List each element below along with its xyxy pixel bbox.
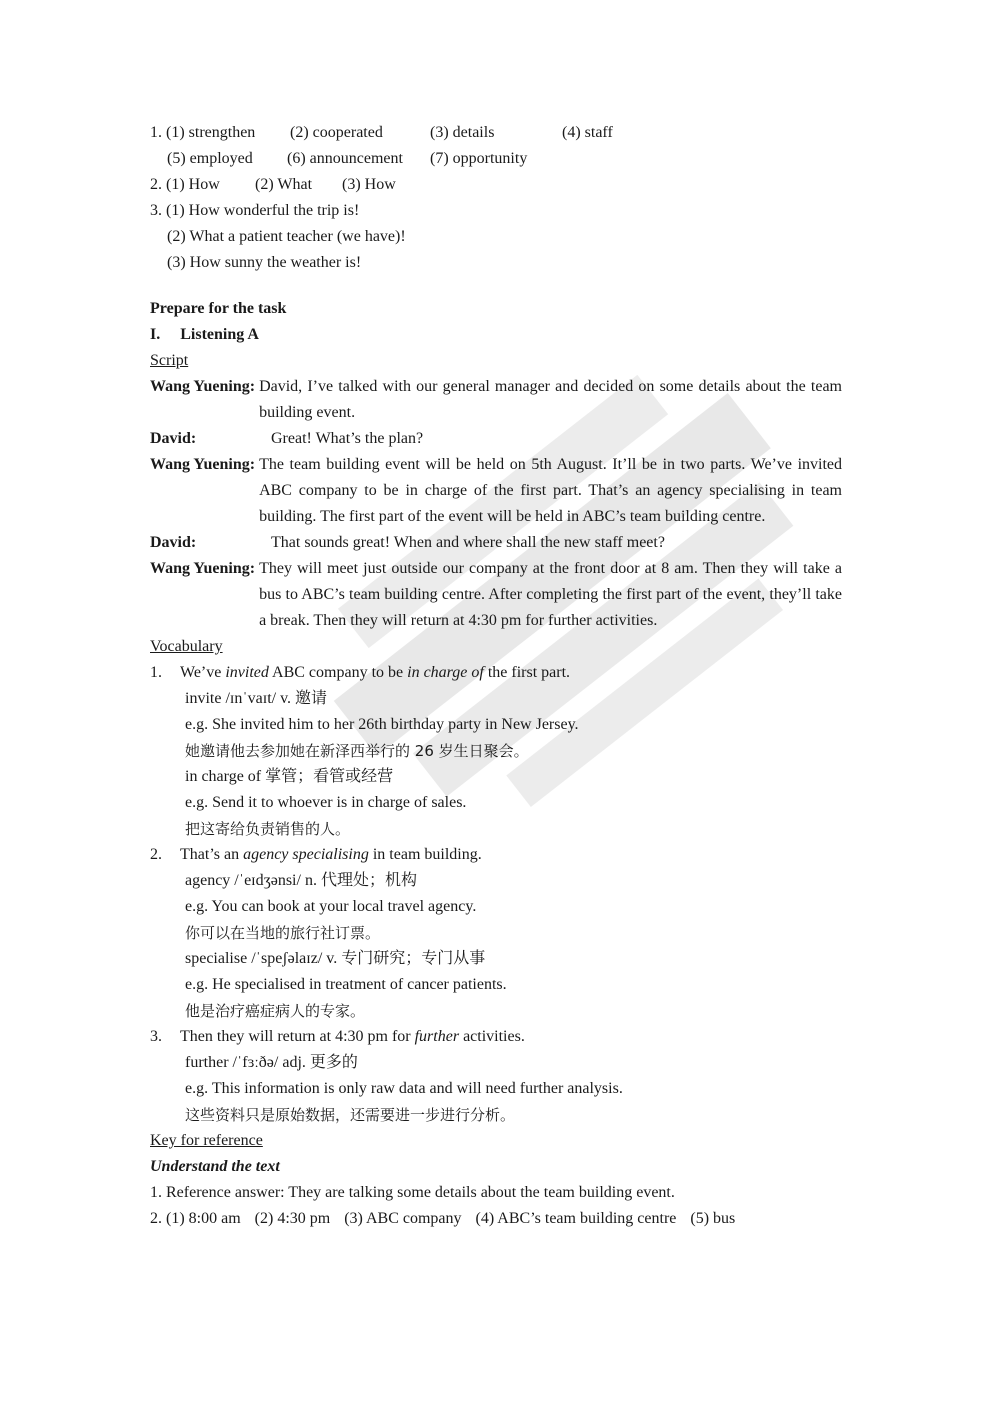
vocab-entry: invite /ɪnˈvaɪt/ v. 邀请 xyxy=(185,690,328,707)
vocab-sentence-1: 1. We’ve invited ABC company to be in charge of the first part. xyxy=(150,664,571,681)
answer-item: (4) staff xyxy=(562,124,613,141)
vocab-translation: 她邀请他去参加她在新泽西举行的 26 岁生日聚会。 xyxy=(185,742,529,760)
answer-item: (3) How xyxy=(342,176,396,193)
answer-item: (6) announcement xyxy=(287,150,403,167)
speaker-name: Wang Yuening: xyxy=(150,378,256,395)
vocab-entry: agency /ˈeɪdʒənsi/ n. 代理处；机构 xyxy=(185,872,417,889)
speech-text: The team building event will be held on 5th August. It’ll be in two parts. We’ve invited ABC company to be in charge of the first part. That’s an agency specialising in team building. The first part of the event will be held in ABC’s team building centre. xyxy=(259,456,842,525)
vocab-translation: 把这寄给负责销售的人。 xyxy=(185,820,351,838)
answer-item: (5) employed xyxy=(167,150,253,167)
vocab-example: e.g. You can book at your local travel agency. xyxy=(185,898,477,915)
speaker-name: David: xyxy=(150,430,197,447)
vocab-example: e.g. Send it to whoever is in charge of sales. xyxy=(185,794,467,811)
listening-heading: I. Listening A xyxy=(150,326,259,343)
dialogue-turn xyxy=(150,530,842,556)
vocab-example: e.g. She invited him to her 26th birthday party in New Jersey. xyxy=(185,716,579,733)
key-subheading: Understand the text xyxy=(150,1158,280,1175)
vocab-example: e.g. This information is only raw data and will need further analysis. xyxy=(185,1080,623,1097)
speaker-name: Wang Yuening: xyxy=(150,456,256,473)
vocab-entry: in charge of 掌管；看管或经营 xyxy=(185,768,394,785)
answer-item: (2) What xyxy=(255,176,313,193)
exercise-q1-line2 xyxy=(150,146,842,172)
key-label: Key for reference xyxy=(150,1132,263,1149)
vocab-translation: 他是治疗癌症病人的专家。 xyxy=(185,1002,366,1020)
section-heading: Prepare for the task xyxy=(150,300,287,317)
speech-text: That sounds great! When and where shall the new staff meet? xyxy=(271,534,665,551)
exercise-q3-3: (3) How sunny the weather is! xyxy=(167,254,362,271)
key-answer-1: 1. Reference answer: They are talking some details about the team building event. xyxy=(150,1184,675,1201)
vocab-example: e.g. He specialised in treatment of cancer patients. xyxy=(185,976,507,993)
answer-item: (7) opportunity xyxy=(430,150,528,167)
speaker-name: Wang Yuening: xyxy=(150,560,256,577)
dialogue-turn xyxy=(150,452,842,530)
dialogue-turn xyxy=(150,556,842,634)
answer-item: 2. (1) How xyxy=(150,176,220,193)
exercise-q3-1: 3. (1) How wonderful the trip is! xyxy=(150,202,360,219)
script-label: Script xyxy=(150,352,189,369)
dialogue-turn xyxy=(150,374,842,426)
exercise-q2 xyxy=(150,172,842,198)
vocab-entry: specialise /ˈspeʃəlaɪz/ v. 专门研究；专门从事 xyxy=(185,950,486,967)
exercise-q1-line1 xyxy=(150,120,842,146)
exercise-q3-2: (2) What a patient teacher (we have)! xyxy=(167,228,406,245)
answer-item: (3) details xyxy=(430,124,495,141)
vocabulary-label: Vocabulary xyxy=(150,638,223,655)
answer-item: 1. (1) strengthen xyxy=(150,124,256,141)
vocab-sentence-3: 3. Then they will return at 4:30 pm for further activities. xyxy=(150,1028,525,1045)
key-answer-2: 2. (1) 8:00 am (2) 4:30 pm (3) ABC company (4) ABC’s team building centre (5) bus xyxy=(150,1210,736,1227)
speech-text: Great! What’s the plan? xyxy=(271,430,424,447)
answer-item: (2) cooperated xyxy=(290,124,383,141)
vocab-sentence-2: 2. That’s an agency specialising in team building. xyxy=(150,846,482,863)
speech-text: They will meet just outside our company at the front door at 8 am. Then they will take a bus to ABC’s team building centre. After completing the first part of the event, they’ll take a break. Then they will return at 4:30 pm for further activities. xyxy=(259,560,842,629)
document-page xyxy=(150,120,842,1232)
vocab-translation: 这些资料只是原始数据，还需要进一步进行分析。 xyxy=(185,1106,516,1124)
vocab-translation: 你可以在当地的旅行社订票。 xyxy=(185,924,381,942)
vocab-entry: further /ˈfɜːðə/ adj. 更多的 xyxy=(185,1054,358,1071)
dialogue-turn xyxy=(150,426,842,452)
speaker-name: David: xyxy=(150,534,197,551)
speech-text: David, I’ve talked with our general manager and decided on some details about the team building event. xyxy=(259,378,842,421)
